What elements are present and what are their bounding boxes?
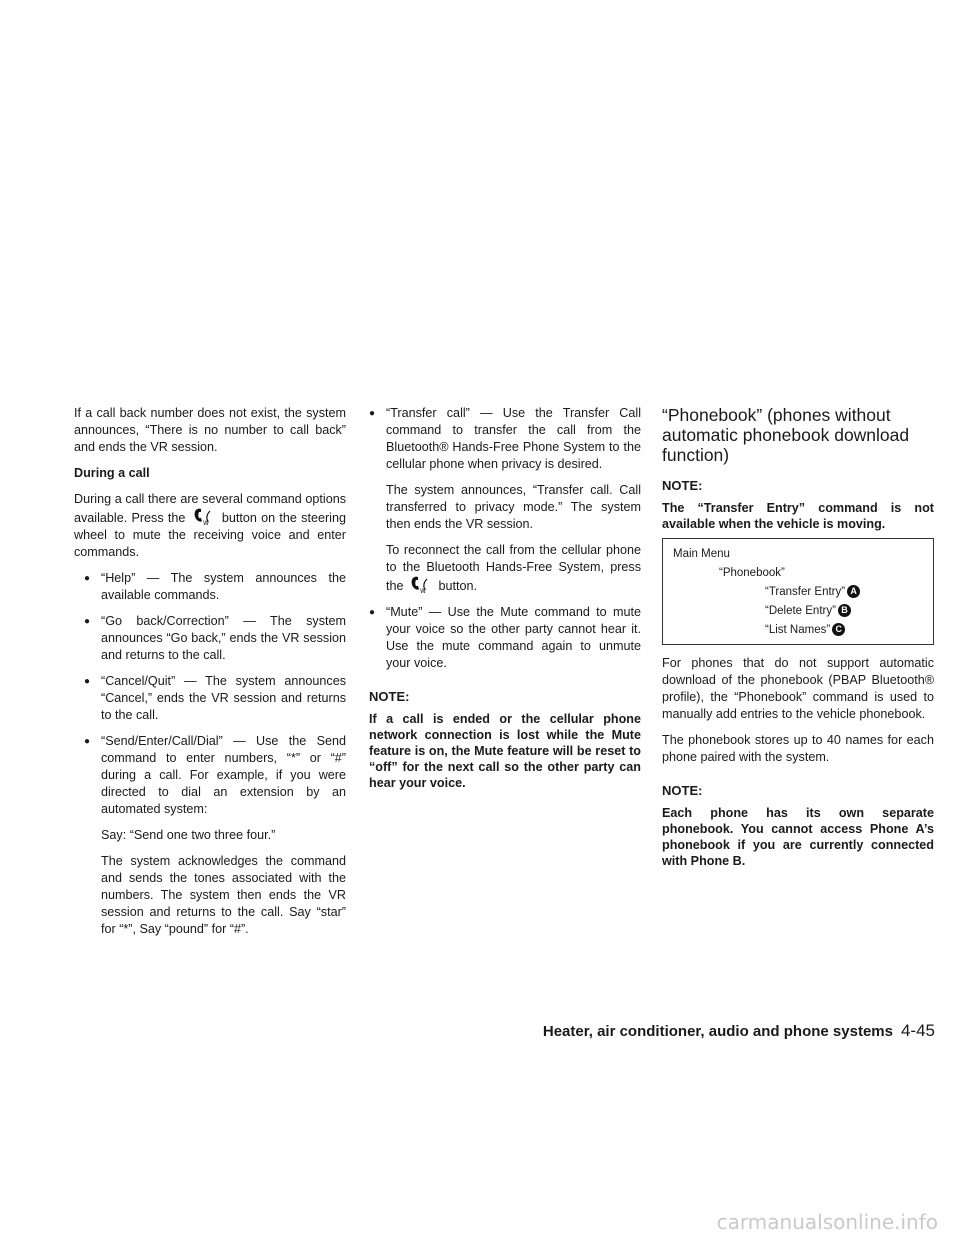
menu-item-label: “Transfer Entry” (765, 586, 846, 598)
transfer-announce: The system announces, “Transfer call. Call transferred to privacy mode.” The system then ends the VR session. (386, 483, 641, 531)
note-label: NOTE: (662, 478, 703, 493)
steering-wheel-talk-icon (193, 508, 215, 526)
watermark: carmanualsonline.info (716, 1210, 938, 1234)
intro-paragraph: If a call back number does not exist, the system announces, “There is no number to call back” and ends the VR session. (74, 406, 346, 454)
page-footer (543, 1021, 935, 1041)
menu-item-label: “List Names” (765, 624, 831, 636)
column-1 (74, 405, 346, 947)
bullet-go-back: ● “Go back/Correction” — The system announces “Go back,” ends the VR session and returns to the call. (84, 613, 346, 664)
acknowledge-paragraph: The system acknowledges the command and sends the tones associated with the numbers. The system then ends the VR session and returns to the call. Say “star” for “*”, Say “pound” for “#”. (101, 854, 346, 936)
menu-item-list-names (673, 621, 923, 640)
menu-item-delete-entry (673, 602, 923, 621)
pbap-paragraph: For phones that do not support automatic download of the phonebook (PBAP Bluetooth® profile), the “Phonebook” command is used to manually add entries to the vehicle phonebook. (662, 656, 934, 721)
bullet-send: ● “Send/Enter/Call/Dial” — Use the Send command to enter numbers, “*” or “#” during a call. For example, if you were directed to dial an extension by an automated system: (84, 733, 346, 818)
column-3 (662, 405, 934, 869)
page-number: 4-45 (900, 1021, 935, 1040)
note-label: NOTE: (662, 783, 703, 798)
menu-item-label: “Delete Entry” (765, 605, 836, 617)
menu-tree-box (662, 538, 934, 645)
press-text-b: button on the steering wheel to mute the receiving voice and enter commands. (74, 511, 346, 559)
press-talk-paragraph (74, 491, 346, 561)
bullet-help: ● “Help” — The system announces the available commands. (84, 570, 346, 604)
menu-item-transfer-entry (673, 583, 923, 602)
reconnect-paragraph (386, 542, 641, 595)
section-title: Heater, air conditioner, audio and phone systems (542, 1023, 893, 1040)
reconnect-text-a: To reconnect the call from the cellular phone to the Bluetooth Hands-Free System, press the (386, 543, 641, 593)
column-2 (369, 405, 641, 791)
bullet-cancel: ● “Cancel/Quit” — The system announces “Cancel,” ends the VR session and returns to the call. (84, 673, 346, 724)
note-mute-body: If a call is ended or the cellular phone network connection is lost while the Mute feature is on, the Mute feature will be reset to “off” for the next call so the other party can hear your voice. (369, 712, 641, 790)
svg-text:W: W (420, 588, 426, 594)
steering-wheel-talk-icon (410, 576, 432, 594)
svg-text:W: W (202, 520, 209, 526)
press-text-a: During a call there are several command options available. Press the (74, 492, 346, 525)
note-label: NOTE: (369, 689, 410, 704)
stores-paragraph: The phonebook stores up to 40 names for each phone paired with the system. (662, 733, 934, 764)
marker-c-icon: C (832, 623, 845, 636)
note-separate-phonebook-body: Each phone has its own separate phonebook. You cannot access Phone A’s phonebook if you are currently connected with Phone B. (662, 806, 934, 868)
note-transfer-entry-body: The “Transfer Entry” command is not available when the vehicle is moving. (662, 501, 934, 531)
phonebook-heading: “Phonebook” (phones without automatic phonebook download function) (662, 405, 910, 465)
marker-b-icon: B (838, 604, 851, 617)
during-call-heading: During a call (74, 466, 150, 480)
bullet-mute: ● “Mute” — Use the Mute command to mute your voice so the other party cannot hear it. Use the mute command again to unmute your voice. (369, 604, 641, 672)
marker-a-icon: A (847, 585, 860, 598)
reconnect-text-b: button. (438, 579, 478, 593)
menu-root: Main Menu (673, 548, 730, 560)
say-example: Say: “Send one two three four.” (101, 828, 276, 842)
menu-phonebook: “Phonebook” (719, 567, 785, 579)
bullet-transfer-call: ● “Transfer call” — Use the Transfer Call command to transfer the call from the Bluetooth® Hands-Free Phone System to the cellular phone when privacy is desired. (369, 405, 641, 473)
